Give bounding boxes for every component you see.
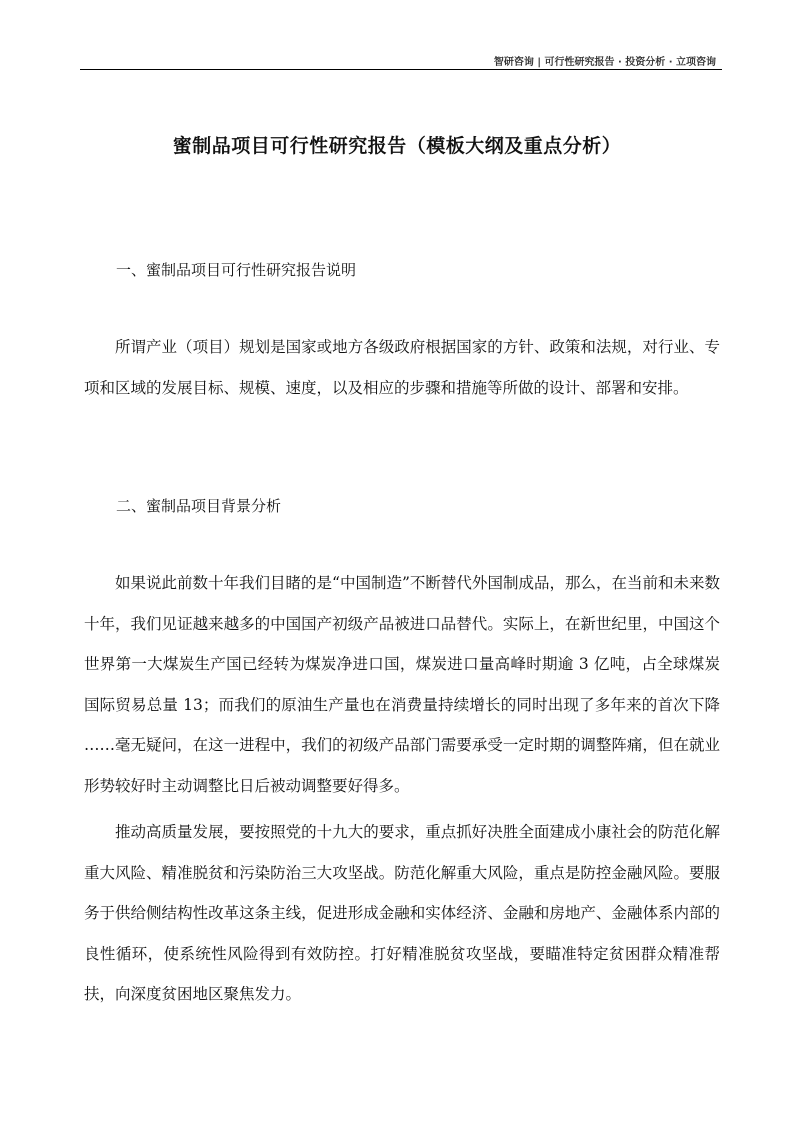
section-heading-1: 一、蜜制品项目可行性研究报告说明 [116,261,357,279]
paragraph-2: 如果说此前数十年我们目睹的是“中国制造”不断替代外国制成品，那么，在当前和未来数十年，我们见证越来越多的中国国产初级产品被进口品替代。实际上，在新世纪里，中国这个世界第一大煤炭生产国已经转为煤炭净进口国，煤炭进口量高峰时期逾 3 亿吨，占全球煤炭国际贸易总量 13；而我们的原油生产量也在消费量持续增长的同时出现了多年来的首次下降 ……毫无疑问，在这一进程中，我们的初级产品部门需要承受一定时期的调整阵痛，但在就业形势较好时主动调整比日后被动调整要好得多。 [84,574,720,795]
paragraph-3: 推动高质量发展，要按照党的十九大的要求，重点抓好决胜全面建成小康社会的防范化解重大风险、精准脱贫和污染防治三大攻坚战。防范化解重大风险，重点是防控金融风险。要服务于供给侧结构性改革这条主线，促进形成金融和实体经济、金融和房地产、金融体系内部的良性循环，使系统性风险得到有效防控。打好精准脱贫攻坚战，要瞄准特定贫困群众精准帮扶，向深度贫困地区聚焦发力。 [84,823,720,1003]
section-heading-2: 二、蜜制品项目背景分析 [116,497,282,515]
document-title: 蜜制品项目可行性研究报告（模板大纲及重点分析） [172,135,622,157]
header-divider [80,69,722,70]
header-text: 智研咨询 | 可行性研究报告 · 投资分析 · 立项咨询 [493,57,716,68]
paragraph-1: 所谓产业（项目）规划是国家或地方各级政府根据国家的方针、政策和法规，对行业、专项和区域的发展目标、规模、速度，以及相应的步骤和措施等所做的设计、部署和安排。 [84,338,720,397]
